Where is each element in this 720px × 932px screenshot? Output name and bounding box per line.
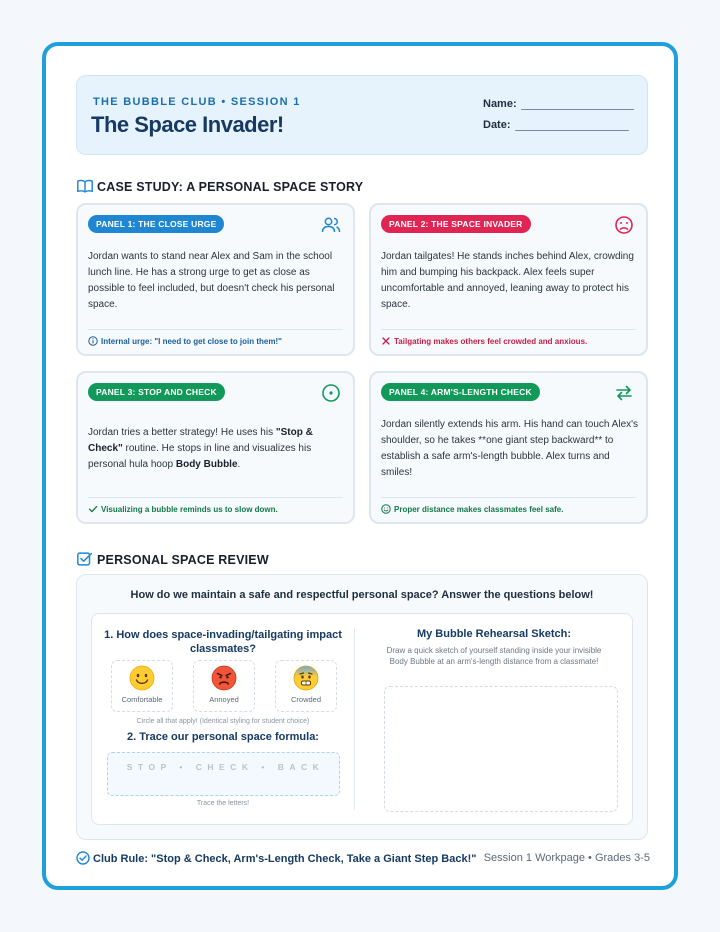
session-kicker: THE BUBBLE CLUB • SESSION 1 [93,96,301,108]
panel-4-footer-text: Proper distance makes classmates feel safe. [394,505,564,514]
users-icon [321,215,341,235]
name-line[interactable] [521,100,634,110]
smile-icon [381,504,391,514]
panel-2-footer-text: Tailgating makes others feel crowded and anxious. [394,337,588,346]
review-heading-text: PERSONAL SPACE REVIEW [97,553,269,567]
panel-1-text: Jordan wants to stand near Alex and Sam in the school lunch line. He has a strong urge to get as close as possible to feel included, but doesn't check his personal space. [88,251,335,310]
panel-space-invader [369,203,648,356]
question-2: 2. Trace our personal space formula: [127,731,319,743]
choice-annoyed-label: Annoyed [209,695,239,704]
info-icon [88,336,98,346]
review-activity-card [91,613,633,825]
trace-instruction: Trace the letters! [196,800,250,807]
date-label: Date: [483,119,511,131]
panel-4-footer [381,497,636,514]
panel-2-label: PANEL 2: THE SPACE INVADER [381,215,531,233]
panel-4-label: PANEL 4: ARM'S-LENGTH CHECK [381,383,540,401]
review-section [76,574,648,840]
panel-1-label: PANEL 1: THE CLOSE URGE [88,215,224,233]
worksheet-page [42,42,678,890]
choice-comfortable-label: Comfortable [121,695,163,704]
panel-close-urge [76,203,355,356]
choice-crowded[interactable] [275,660,337,712]
name-label: Name: [483,98,517,110]
sketch-drawing-area[interactable] [384,686,618,812]
review-prompt: How do we maintain a safe and respectful personal space? Answer the questions below! [130,589,594,601]
panel-arms-length-check [369,371,648,524]
panel-3-footer [88,497,343,514]
case-study-heading-text: CASE STUDY: A PERSONAL SPACE STORY [97,180,364,194]
panel-1-footer-text: Internal urge: "I need to get close to join them!" [101,337,282,346]
date-field[interactable] [483,119,629,131]
panel-stop-and-check [76,371,355,524]
frown-icon [614,215,634,235]
panel-3-label: PANEL 3: STOP AND CHECK [88,383,225,401]
panel-3-text-part: . [237,459,241,470]
choice-comfortable[interactable] [111,660,173,712]
arrows-swap-icon [614,383,634,403]
smiling-face-icon [129,665,155,691]
panel-2-footer [381,329,636,346]
book-icon [76,178,94,194]
x-icon [381,336,391,346]
panel-4-text: Jordan silently extends his arm. His hand can touch Alex's shoulder, so he takes **one giant step backward** to establish a safe arm's-length bubble. Alex turns and smiles! [381,419,639,478]
panel-3-footer-text: Visualizing a bubble reminds us to slow down. [101,505,278,514]
date-line[interactable] [515,121,629,131]
check-circle-icon [76,851,90,865]
club-rule: Club Rule: "Stop & Check, Arm's-Length Check, Take a Giant Step Back!" [93,853,477,865]
choice-crowded-label: Crowded [290,695,321,704]
case-study-heading [76,178,363,194]
question-1: 1. How does space-invading/tailgating impact classmates? [104,629,342,655]
anxious-face-icon [293,665,319,691]
panel-3-text [88,425,346,473]
checkbox-icon [76,551,94,567]
body-bubble-term: Body Bubble [175,459,238,470]
column-divider [354,628,355,810]
panel-1-footer [88,329,343,346]
panel-2-text: Jordan tailgates! He stands inches behind Alex, crowding him and bumping his backpack. Alex feels super uncomfortable and annoyed, leaning away to protect his space. [381,251,634,310]
panel-3-text-part: Jordan tries a better strategy! He uses his [88,427,276,438]
circle-instruction: Circle all that apply! (Identical styling for student choice) [136,718,310,725]
workpage-meta: Session 1 Workpage • Grades 3-5 [483,852,650,864]
name-field[interactable] [483,98,634,110]
target-icon [321,383,341,403]
review-heading [76,551,269,567]
sketch-instructions: Draw a quick sketch of yourself standing inside your invisible Body Bubble at an arm's-length distance from a classmate! [386,646,602,666]
header-banner [76,75,648,155]
angry-face-icon [211,665,237,691]
panel-3-text-part: routine. He stops in line and visualizes his personal hula hoop [88,443,312,470]
page-title: The Space Invader! [91,112,284,137]
choice-annoyed[interactable] [193,660,255,712]
sketch-title: My Bubble Rehearsal Sketch: [416,628,572,640]
check-icon [88,504,98,514]
footer [76,851,650,869]
trace-formula-box[interactable]: STOP • CHECK • BACK [107,752,340,796]
stop-and-check-term: "Stop & Check" [88,427,313,454]
